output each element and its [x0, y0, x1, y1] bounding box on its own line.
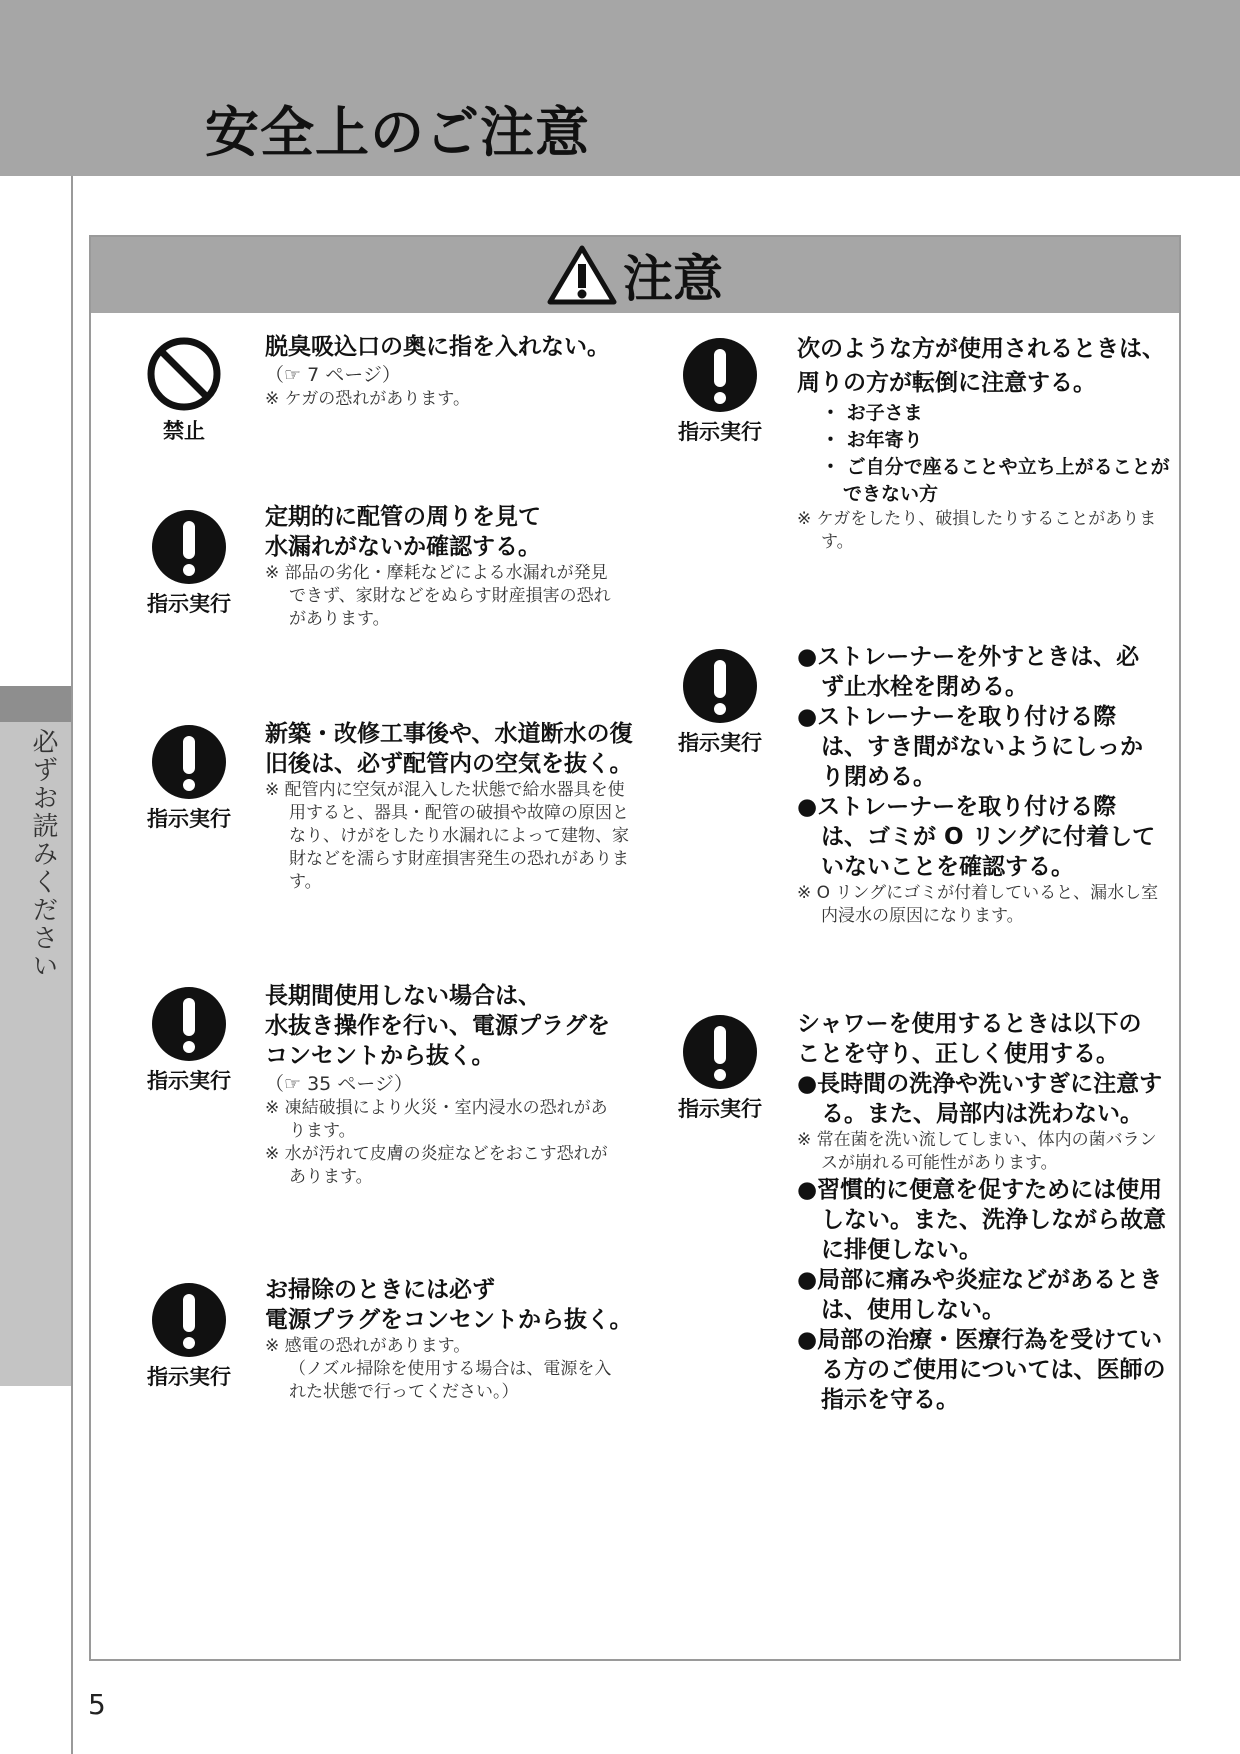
mandatory-exclamation-icon [682, 1014, 758, 1090]
margin-rule [71, 176, 73, 1754]
mandatory-symbol [660, 337, 780, 446]
item-note: ※ 配管内に空気が混入した状態で給水器具を使用すると、器具・配管の破損や故障の原因となり、けがをしたり水漏れによって建物、家財などを濡らす財産損害発生の恐れがあります。 [265, 780, 629, 892]
side-tab-marker [0, 686, 71, 722]
page-reference: （☞ 7 ページ） [265, 364, 401, 386]
symbol-label: 指示実行 [147, 807, 231, 831]
mandatory-symbol [129, 724, 249, 833]
item-heading: 水漏れがないか確認する。 [265, 534, 541, 560]
warning-triangle-icon [547, 245, 617, 305]
side-tab-label: 必ずお読みください [28, 728, 58, 980]
mandatory-symbol [660, 1014, 780, 1123]
target-person-item: ・ お年寄り [821, 429, 923, 451]
mandatory-exclamation-icon [151, 509, 227, 585]
page-number: 5 [88, 1688, 106, 1721]
item-heading: 定期的に配管の周りを見て [265, 504, 541, 530]
item-heading: シャワーを使用するときは以下の [797, 1011, 1142, 1037]
mandatory-exclamation-icon [682, 337, 758, 413]
item-note: ※ 常在菌を洗い流してしまい、体内の菌バランスが崩れる可能性があります。 [797, 1130, 1157, 1173]
symbol-label: 指示実行 [147, 592, 231, 616]
instruction-bullet: ●習慣的に便意を促すためには使用しない。また、洗浄しながら故意に排便しない。 [797, 1177, 1166, 1263]
item-heading: 新築・改修工事後や、水道断水の復 [265, 721, 633, 747]
prohibition-icon [146, 336, 222, 412]
item-heading: 周りの方が転倒に注意する。 [797, 370, 1096, 396]
item-note: ※ 凍結破損により火災・室内浸水の恐れがあります。 [265, 1098, 608, 1141]
target-person-item: ・ ご自分で座ることや立ち上がることができない方 [821, 456, 1170, 505]
item-note-continuation: （ノズル掃除を使用する場合は、電源を入れた状態で行ってください。） [289, 1359, 612, 1402]
symbol-label: 指示実行 [147, 1069, 231, 1093]
instruction-bullet: ●長時間の洗浄や洗いすぎに注意する。また、局部内は洗わない。 [797, 1071, 1163, 1127]
item-note: ※ ケガをしたり、破損したりすることがあります。 [797, 509, 1157, 552]
item-heading: 電源プラグをコンセントから抜く。 [265, 1307, 633, 1333]
item-note: ※ 水が汚れて皮膚の炎症などをおこす恐れがあります。 [265, 1144, 608, 1187]
header-band [0, 0, 1240, 176]
item-heading: 旧後は、必ず配管内の空気を抜く。 [265, 751, 633, 777]
item-heading: コンセントから抜く。 [265, 1043, 495, 1069]
page-title: 安全上のご注意 [205, 101, 590, 164]
item-heading: ことを守り、正しく使用する。 [797, 1041, 1119, 1067]
item-heading: 脱臭吸込口の奥に指を入れない。 [265, 334, 610, 360]
mandatory-exclamation-icon [151, 986, 227, 1062]
mandatory-exclamation-icon [151, 724, 227, 800]
mandatory-symbol [129, 509, 249, 618]
item-heading: 長期間使用しない場合は、 [265, 983, 541, 1009]
target-person-item: ・ お子さま [821, 402, 923, 424]
item-heading: お掃除のときには必ず [265, 1277, 495, 1303]
symbol-label: 指示実行 [147, 1365, 231, 1389]
symbol-label: 指示実行 [678, 1097, 762, 1121]
instruction-bullet: ●局部の治療・医療行為を受けている方のご使用については、医師の指示を守る。 [797, 1327, 1166, 1413]
prohibition-symbol [124, 336, 244, 445]
item-note: ※ 部品の劣化・摩耗などによる水漏れが発見できず、家財などをぬらす財産損害の恐れがあります。 [265, 563, 611, 629]
mandatory-symbol [129, 986, 249, 1095]
symbol-label: 禁止 [163, 419, 205, 443]
item-note: ※ ケガの恐れがあります。 [265, 389, 470, 409]
instruction-bullet: ●局部に痛みや炎症などがあるときは、使用しない。 [797, 1267, 1163, 1323]
instruction-bullet: ●ストレーナーを取り付ける際は、すき間がないようにしっかり閉める。 [797, 704, 1143, 790]
instruction-bullet: ●ストレーナーを外すときは、必ず止水栓を閉める。 [797, 644, 1140, 700]
mandatory-exclamation-icon [151, 1282, 227, 1358]
mandatory-symbol [129, 1282, 249, 1391]
symbol-label: 指示実行 [678, 420, 762, 444]
caution-label: 注意 [623, 250, 723, 308]
mandatory-exclamation-icon [682, 648, 758, 724]
page-reference: （☞ 35 ページ） [265, 1073, 413, 1095]
mandatory-symbol [660, 648, 780, 757]
item-note: ※ O リングにゴミが付着していると、漏水し室内浸水の原因になります。 [797, 883, 1159, 926]
item-heading: 次のような方が使用されるときは、 [797, 336, 1165, 362]
item-note: ※ 感電の恐れがあります。 [265, 1336, 471, 1356]
symbol-label: 指示実行 [678, 731, 762, 755]
caution-header [91, 237, 1179, 313]
item-heading: 水抜き操作を行い、電源プラグを [265, 1013, 610, 1039]
instruction-bullet: ●ストレーナーを取り付ける際は、ゴミが O リングに付着していないことを確認する。 [797, 794, 1156, 880]
